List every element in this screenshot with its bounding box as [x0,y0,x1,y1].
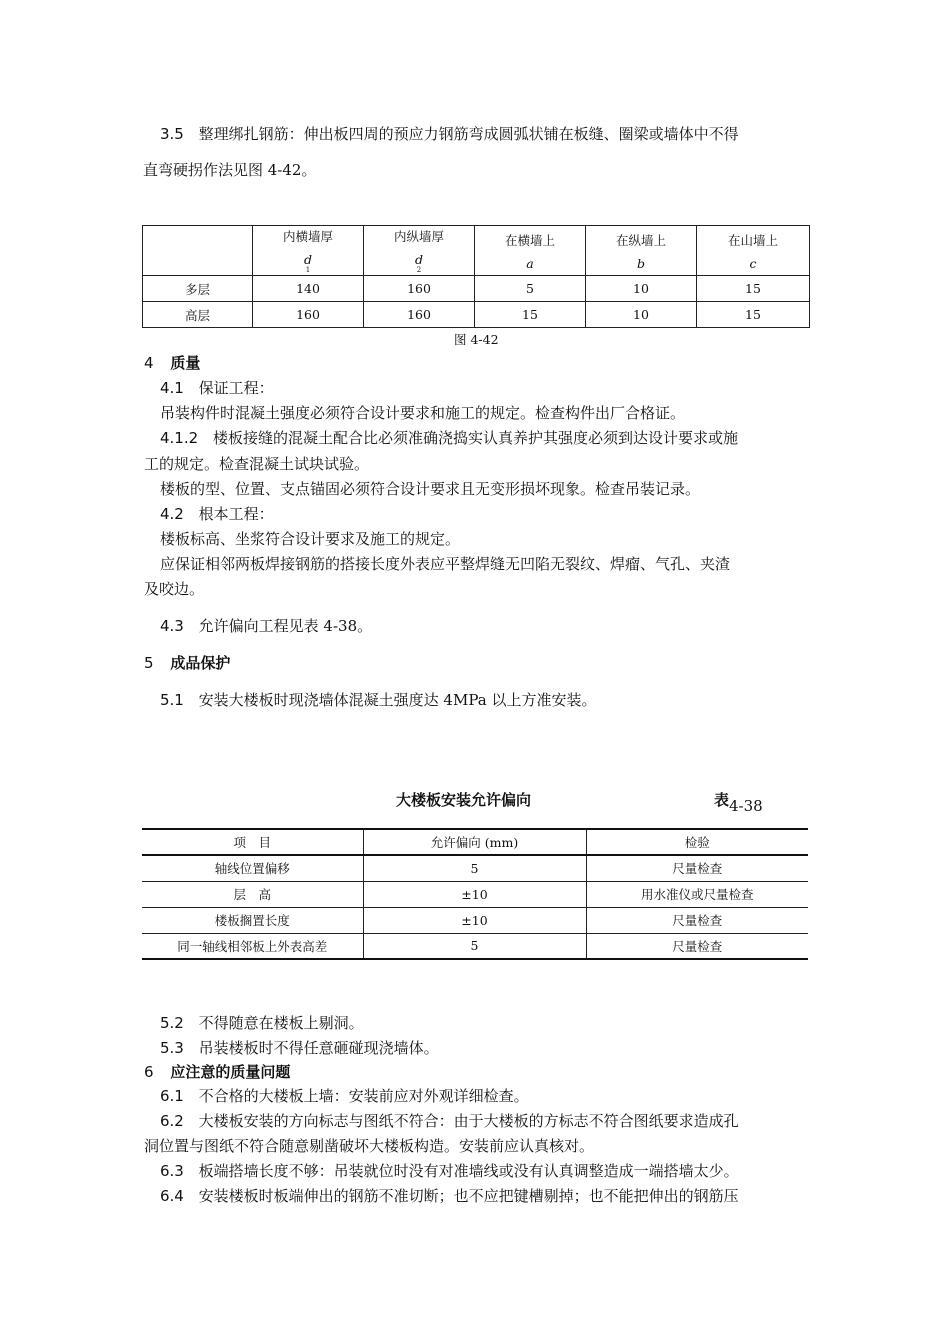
paragraph-text: 楼板接缝的混凝土配合比必须准确浇捣实认真养护其强度必须到达设计要求或施 [212,429,738,447]
paragraph: 楼板标高、坐浆符合设计要求及施工的规定。 [160,530,461,548]
section-3-5-line1 [160,124,739,144]
paragraph-text: 安装楼板时板端伸出的钢筋不准切断；也不应把键槽剔掉；也不能把伸出的钢筋压 [198,1187,739,1205]
table-row [142,855,808,881]
section-number: 4.2 [160,505,184,523]
section-number: 5.2 [160,1014,184,1032]
paragraph-text: 不合格的大楼板上墙：安装前应对外观详细检查。 [198,1087,529,1105]
header-cell: 检验 [586,829,808,855]
table-cell: 160 [364,276,475,302]
section-4-heading [144,353,200,373]
paragraph: 吊装构件时混凝土强度必须符合设计要求和施工的规定。检查构件出厂合格证。 [160,404,686,422]
figure-4-42-table [142,225,810,328]
section-4-3 [160,616,372,636]
section-number: 5 [144,654,154,672]
table-cell: 尺量检查 [586,933,808,959]
paragraph-text: 允许偏向工程见表 4-38。 [198,617,373,635]
table-corner-cell [143,226,253,276]
table-row [142,881,808,907]
paragraph: 及咬边。 [144,580,205,598]
section-number: 5.3 [160,1039,184,1057]
section-6-1 [160,1086,529,1106]
header-symbol: c [749,255,757,271]
header-subscript: 1 [305,266,311,274]
table-row [143,276,810,302]
section-3-5-line2: 直弯硬拐作法见图 4-42。 [143,161,317,179]
table-number [714,789,763,815]
section-5-3 [160,1038,439,1058]
header-symbol: d [303,252,312,267]
table-cell: 楼板搁置长度 [142,907,363,933]
table-row [142,907,808,933]
table-title: 大楼板安装允许偏向 [396,791,532,809]
table-4-38 [142,828,808,960]
section-title: 根本工程： [198,505,274,523]
header-symbol: a [526,255,534,271]
paragraph-text: 吊装楼板时不得任意砸碰现浇墙体。 [198,1039,439,1057]
header-label: 在山墙上 [727,232,778,248]
section-number: 6.2 [160,1112,184,1130]
table-number-value: 4-38 [729,797,763,815]
header-symbol: b [636,255,645,271]
table-cell: 5 [363,933,586,959]
table-cell: 160 [364,302,475,328]
paragraph-text: 安装大楼板时现浇墙体混凝土强度达 4MPa 以上方准安装。 [198,691,597,709]
section-number: 3.5 [160,125,184,143]
header-cell [697,226,810,276]
table-cell: 层 高 [142,881,363,907]
header-label: 内纵墙厚 [393,229,444,244]
table-cell: 轴线位置偏移 [142,855,363,881]
paragraph: 洞位置与图纸不符合随意剔凿破坏大楼板构造。安装前应认真核对。 [144,1137,595,1155]
header-cell: 项 目 [142,829,363,855]
section-4-2-heading [160,504,274,524]
figure-caption: 图 4-42 [454,332,499,347]
table-row [143,302,810,328]
section-number: 6.3 [160,1162,184,1180]
table-row [142,933,808,959]
header-cell [586,226,697,276]
row-label: 多层 [143,276,253,302]
section-title: 质量 [170,354,201,372]
paragraph: 应保证相邻两板焊接钢筋的搭接长度外表应平整焊缝无凹陷无裂纹、焊瘤、气孔、夹渣 [160,555,731,573]
table-cell: 尺量检查 [586,855,808,881]
header-cell [475,226,586,276]
paragraph-text: 板端搭墙长度不够：吊装就位时没有对准墙线或没有认真调整造成一端搭墙太少。 [198,1162,739,1180]
section-5-1 [160,690,596,710]
table-cell: ±10 [363,907,586,933]
section-number: 4 [144,354,154,372]
paragraph: 工的规定。检查混凝土试块试验。 [144,455,370,473]
section-number: 4.1 [160,379,184,397]
section-6-2 [160,1111,739,1131]
section-6-3 [160,1161,739,1181]
table-header-row [143,226,810,276]
section-number: 5.1 [160,691,184,709]
header-cell: 允许偏向 (mm) [363,829,586,855]
section-title: 保证工程： [198,379,274,397]
table-cell: 用水准仪或尺量检查 [586,881,808,907]
section-title: 应注意的质量问题 [170,1063,291,1081]
paragraph-text: 大楼板安装的方向标志与图纸不符合：由于大楼板的方标志不符合图纸要求造成孔 [198,1112,739,1130]
section-number: 6 [144,1063,154,1081]
section-6-heading [144,1062,290,1082]
paragraph: 楼板的型、位置、支点锚固必须符合设计要求且无变形损坏现象。检查吊装记录。 [160,480,701,498]
table-cell: 同一轴线相邻板上外表高差 [142,933,363,959]
section-number: 4.1.2 [160,429,199,447]
table-cell: 160 [253,302,364,328]
section-5-2 [160,1013,364,1033]
row-label: 高层 [143,302,253,328]
header-symbol: d [414,252,423,267]
header-cell [364,226,475,276]
section-number: 6.1 [160,1087,184,1105]
table-cell: ±10 [363,881,586,907]
section-number: 4.3 [160,617,184,635]
table-cell: 10 [586,276,697,302]
header-cell [253,226,364,276]
section-title: 成品保护 [170,654,231,672]
table-cell: 15 [697,276,810,302]
section-4-1-heading [160,378,274,398]
paragraph-text: 不得随意在楼板上剔洞。 [198,1014,364,1032]
section-6-4 [160,1186,739,1206]
section-4-1-2 [160,428,738,448]
table-number-label: 表 [714,791,730,809]
header-label: 在纵墙上 [615,232,666,248]
header-label: 内横墙厚 [282,229,333,244]
section-number: 6.4 [160,1187,184,1205]
table-cell: 140 [253,276,364,302]
table-cell: 5 [475,276,586,302]
table-cell: 15 [697,302,810,328]
table-cell: 10 [586,302,697,328]
header-subscript: 2 [416,266,422,274]
table-header-row [142,829,808,855]
section-5-heading [144,653,230,673]
header-label: 在横墙上 [504,232,555,248]
table-cell: 15 [475,302,586,328]
table-cell: 5 [363,855,586,881]
table-cell: 尺量检查 [586,907,808,933]
paragraph-text: 整理绑扎钢筋：伸出板四周的预应力钢筋弯成圆弧状铺在板缝、圈梁或墙体中不得 [198,125,739,143]
